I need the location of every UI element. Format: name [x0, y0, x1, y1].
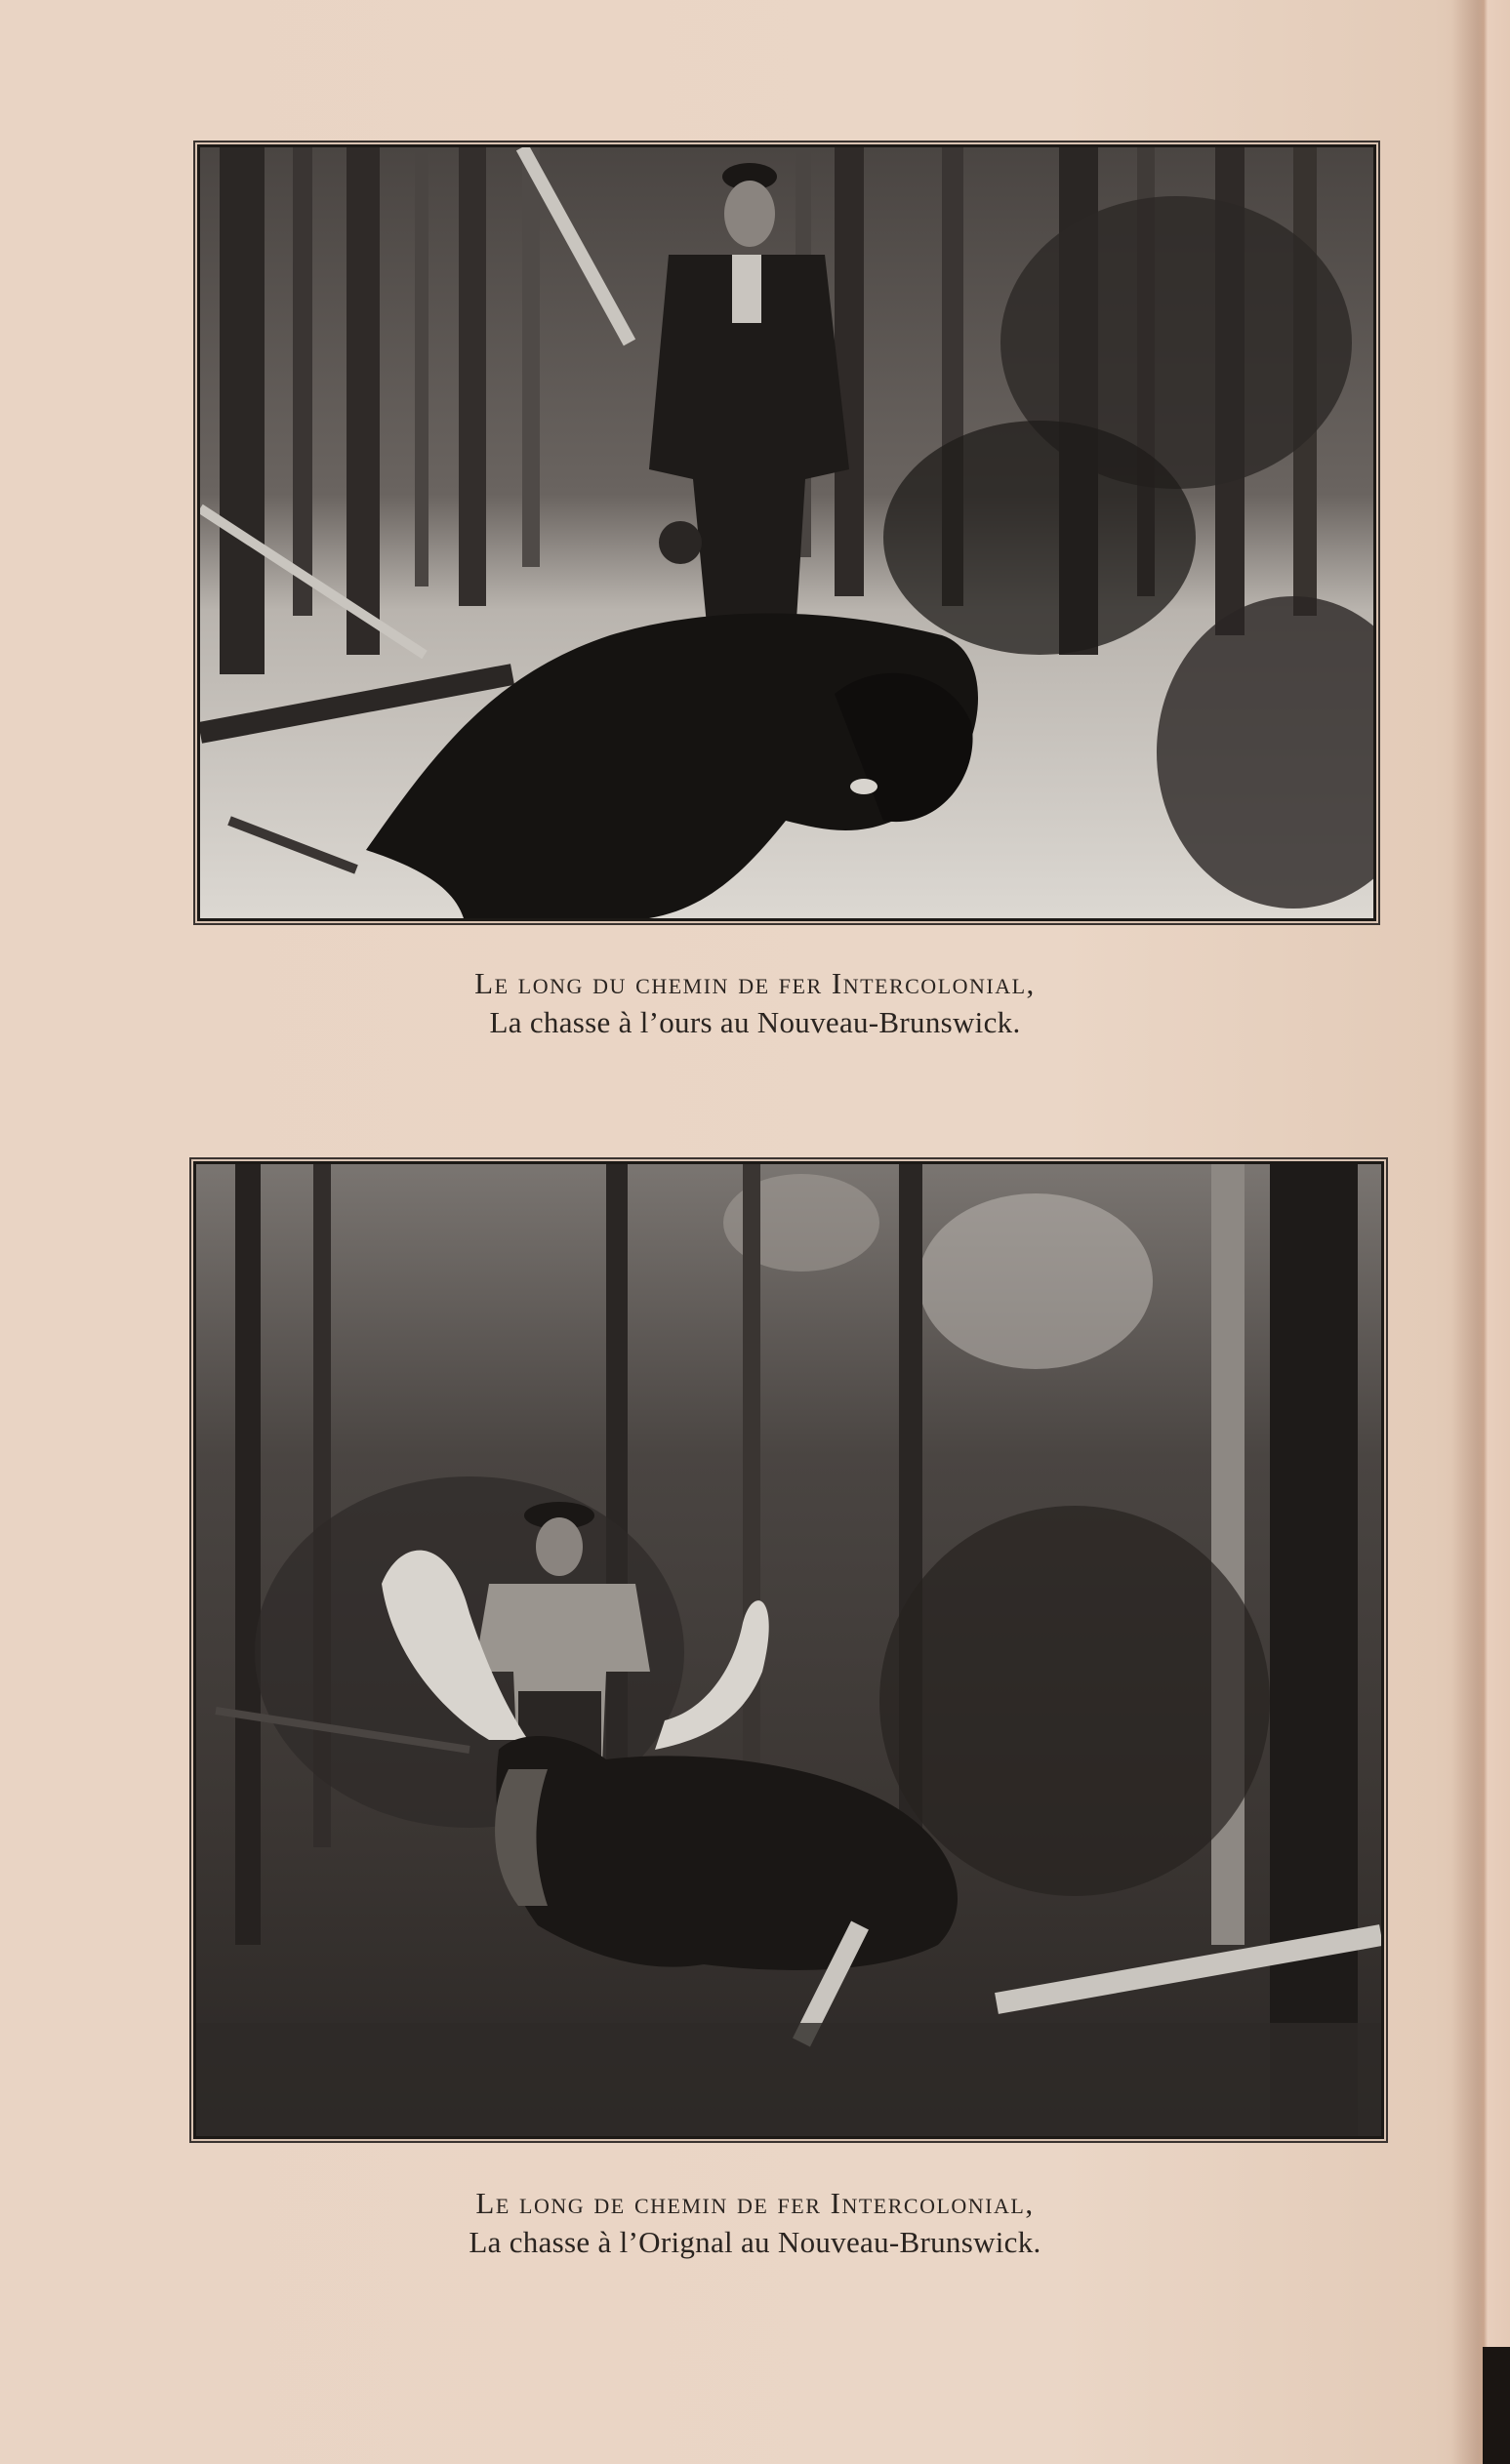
moose-hunt-illustration: [196, 1164, 1381, 2136]
moose-hunt-photo: [193, 1161, 1384, 2139]
bear-hunt-illustration: [200, 147, 1373, 918]
moose-hunt-caption: [0, 2184, 1510, 2262]
caption-line-2: La chasse à l’Orignal au Nouveau-Brunswick.: [469, 2225, 1041, 2259]
bear-hunt-caption: [0, 964, 1510, 1042]
caption-line-1: Le long de chemin de fer Intercolonial,: [475, 2186, 1035, 2220]
page-gutter: [1451, 0, 1510, 2464]
adjacent-page-edge: [1483, 2347, 1510, 2464]
caption-line-1: Le long du chemin de fer Intercolonial,: [474, 966, 1036, 1000]
bear-hunt-photo: [197, 144, 1376, 921]
caption-line-2: La chasse à l’ours au Nouveau-Brunswick.: [489, 1005, 1021, 1039]
